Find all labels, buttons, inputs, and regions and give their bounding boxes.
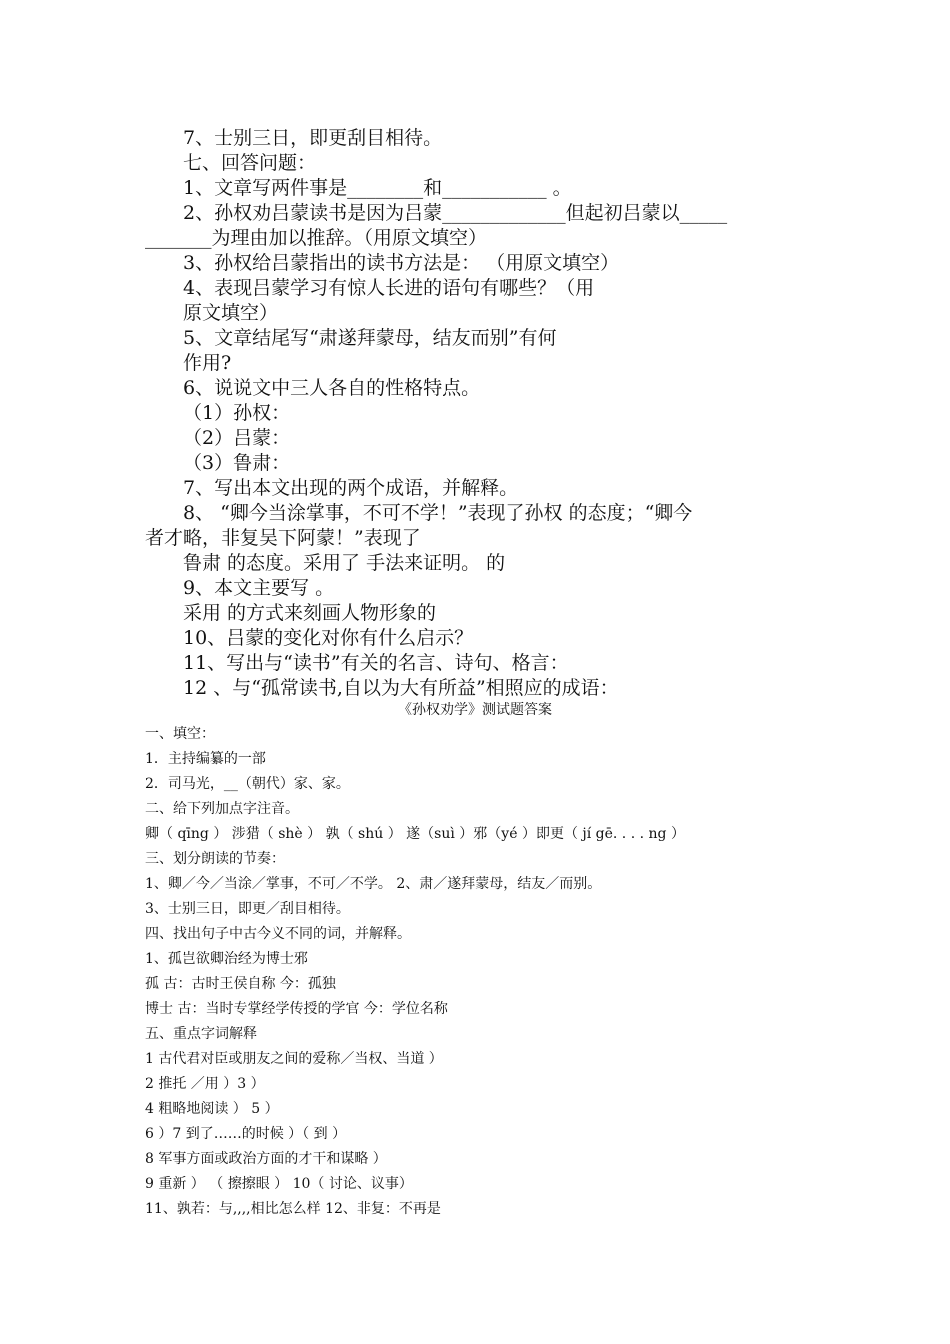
answer-line: 4 粗略地阅读 ） 5 ） [145, 1101, 279, 1117]
question-line: 10、吕蒙的变化对你有什么启示？ [183, 627, 474, 649]
answer-line: 1 古代君对臣或朋友之间的爱称／当权、当道 ） [145, 1051, 443, 1067]
answer-line: 卿（ qīng ） 涉猎（ shè ） 孰（ shú ） 遂（suì ）邪（yé ）即更（ jí gē. . . . ng ） [145, 826, 685, 842]
question-line: 鲁肃 的态度。采用了 手法来证明。 的 [183, 552, 506, 574]
question-line: 6、说说文中三人各自的性格特点。 [183, 377, 481, 399]
answer-line: 二、给下列加点字注音。 [145, 801, 299, 817]
question-line: 4、表现吕蒙学习有惊人长进的语句有哪些？（用 [183, 277, 595, 299]
question-line: 7、写出本文出现的两个成语，并解释。 [183, 477, 519, 499]
question-line: 9、本文主要写 。 [183, 577, 335, 599]
question-line: 12 、与“孤常读书,自以为大有所益”相照应的成语： [183, 677, 619, 699]
answers-title: 《孙权劝学》测试题答案 [398, 702, 552, 718]
question-line: （3）鲁肃： [183, 452, 291, 474]
question-line: 8、 “卿今当涂掌事，不可不学！”表现了孙权 的态度；“卿今 [183, 502, 693, 524]
answer-line: 11、孰若：与,,,,相比怎么样 12、非复：不再是 [145, 1201, 441, 1217]
answer-line: 3、士别三日，即更／刮目相待。 [145, 901, 350, 917]
answer-line: 6 ）7 到了……的时候 ）（ 到 ） [145, 1126, 347, 1142]
answer-line: 一、填空： [145, 726, 215, 742]
question-line: 采用 的方式来刻画人物形象的 [183, 602, 437, 624]
answer-line: 四、找出句子中古今义不同的词，并解释。 [145, 926, 411, 942]
answer-line: 三、划分朗读的节奏： [145, 851, 285, 867]
question-line: 者才略，非复吴下阿蒙！”表现了 [145, 527, 421, 549]
question-line: 1、文章写两件事是________和___________ 。 [183, 177, 572, 199]
question-line: （2）吕蒙： [183, 427, 291, 449]
question-line: 作用? [183, 352, 232, 374]
answer-line: 五、重点字词解释 [145, 1026, 257, 1042]
question-line: 11、写出与“读书”有关的名言、诗句、格言： [183, 652, 569, 674]
answer-line: 博士 古：当时专掌经学传授的学官 今：学位名称 [145, 1001, 448, 1017]
answer-line: 2．司马光，__（朝代）家、家。 [145, 776, 350, 792]
answer-line: 9 重新 ） （ 擦擦眼 ） 10（ 讨论、议事） [145, 1176, 413, 1192]
question-line: 原文填空） [183, 302, 279, 324]
answer-line: 1、卿／今／当涂／掌事，不可／不学。 2、肃／遂拜蒙母，结友／而别。 [145, 876, 602, 892]
answer-line: 8 军事方面或政治方面的才干和谋略 ） [145, 1151, 387, 1167]
question-line: 3、孙权给吕蒙指出的读书方法是： （用原文填空） [183, 252, 620, 274]
section-heading: 七、回答问题： [183, 152, 317, 174]
question-line: （1）孙权： [183, 402, 291, 424]
question-line: 7、士别三日，即更刮目相待。 [183, 127, 443, 149]
answer-line: 1．主持编纂的一部 [145, 751, 266, 767]
answer-line: 2 推托 ／用 ）3 ） [145, 1076, 265, 1092]
question-line: 5、文章结尾写“肃遂拜蒙母，结友而别”有何 [183, 327, 557, 349]
answer-line: 1、孤岂欲卿治经为博士邪 [145, 951, 308, 967]
answer-line: 孤 古：古时王侯自称 今：孤独 [145, 976, 336, 992]
question-line: _______为理由加以推辞。（用原文填空） [145, 227, 488, 249]
question-line: 2、孙权劝吕蒙读书是因为吕蒙_____________但起初吕蒙以_____ [183, 202, 728, 224]
